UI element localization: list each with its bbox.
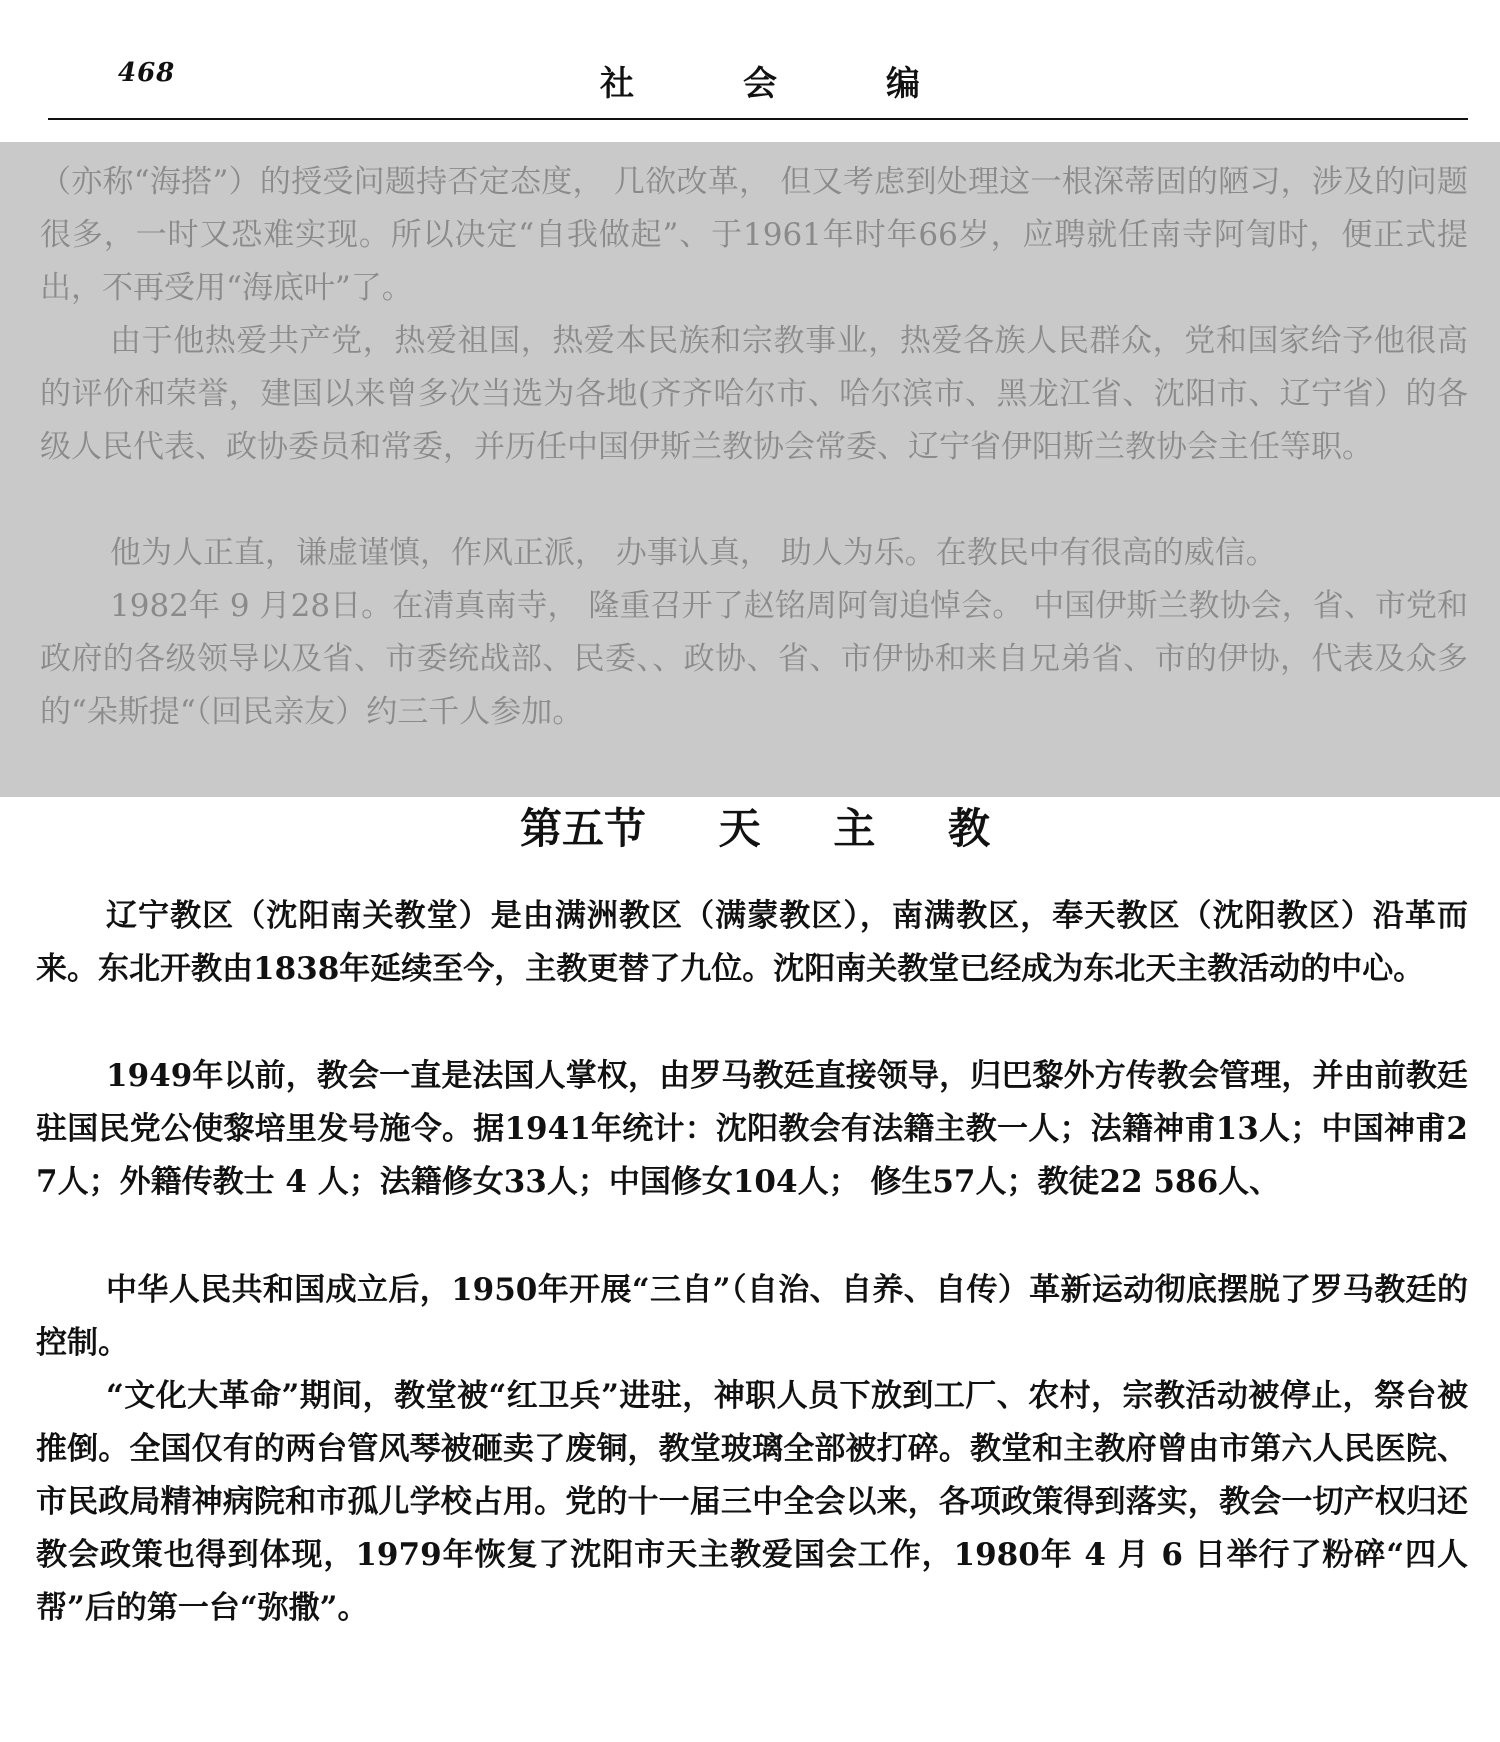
body-paragraph: 辽宁教区（沈阳南关教堂）是由满洲教区（满蒙教区），南满教区，奉天教区（沈阳教区）沿革而来。东北开教由1838年延续至今，主教更替了九位。沈阳南关教堂已经成为东北天主教活动的中心。 bbox=[36, 898, 1468, 987]
section-title-part: 天 bbox=[718, 804, 761, 853]
body-paragraph: “文化大革命”期间，教堂被“红卫兵”进驻，神职人员下放到工厂、农村，宗教活动被停止，祭台被推倒。全国仅有的两台管风琴被砸卖了废铜，教堂玻璃全部被打碎。教堂和主教府曾由市第六人民医院、市民政局精神病院和市孤儿学校占用。党的十一届三中全会以来，各项政策得到落实，教会一切产权归还教会政策也得到体现，1979年恢复了沈阳市天主教爱国会工作，1980年 4 月 6 日举行了粉碎“四人帮”后的第一台“弥撒”。 bbox=[36, 1378, 1468, 1626]
body-paragraph: 中华人民共和国成立后，1950年开展“三自”（自治、自养、自传）革新运动彻底摆脱了罗马教廷的控制。 bbox=[36, 1272, 1468, 1361]
section-title-part: 主 bbox=[833, 804, 876, 853]
running-head-char: 社 bbox=[600, 64, 634, 104]
shaded-paragraph: 由于他热爱共产党，热爱祖国，热爱本民族和宗教事业，热爱各族人民群众，党和国家给予他很高的评价和荣誉，建国以来曾多次当选为各地(齐齐哈尔市、哈尔滨市、黑龙江省、沈阳市、辽宁省）的各级人民代表、政协委员和常委，并历任中国伊斯兰教协会常委、辽宁省伊阳斯兰教协会主任等职。 bbox=[40, 323, 1468, 465]
section-title-part: 第五节 bbox=[520, 804, 647, 853]
running-head-char: 会 bbox=[743, 64, 777, 104]
header-rule bbox=[48, 118, 1468, 120]
shaded-paragraph: （亦称“海搭”）的授受问题持否定态度， 几欲改革， 但又考虑到处理这一根深蒂固的陋习，涉及的问题很多，一时又恐难实现。所以决定“自我做起”、于1961年时年66岁，应聘就任南寺阿訇时，便正式提出，不再受用“海底叶”了。 bbox=[40, 164, 1468, 306]
shaded-paragraph: 1982年 9 月28日。在清真南寺， 隆重召开了赵铭周阿訇追悼会。 中国伊斯兰教协会，省、市党和政府的各级领导以及省、市委统战部、民委、、政协、省、市伊协和来自兄弟省、市的伊协，代表及众多的“朵斯提“（回民亲友）约三千人参加。 bbox=[40, 588, 1468, 730]
page-number: 468 bbox=[118, 58, 176, 88]
running-head-char: 编 bbox=[886, 64, 920, 104]
body-paragraph: 1949年以前，教会一直是法国人掌权，由罗马教廷直接领导，归巴黎外方传教会管理，并由前教廷驻国民党公使黎培里发号施令。据1941年统计：沈阳教会有法籍主教一人；法籍神甫13人；中国神甫27人；外籍传教士 4 人；法籍修女33人；中国修女104人； 修生57人；教徒22 586人、 bbox=[36, 1058, 1468, 1200]
running-head bbox=[600, 56, 920, 105]
shaded-paragraph: 他为人正直，谦虚谨慎，作风正派， 办事认真， 助人为乐。在教民中有很高的威信。 bbox=[110, 535, 1277, 571]
shaded-continuation-block bbox=[0, 142, 1500, 797]
section-title bbox=[520, 796, 990, 856]
section-title-part: 教 bbox=[947, 804, 990, 853]
body-text bbox=[0, 890, 1500, 1650]
